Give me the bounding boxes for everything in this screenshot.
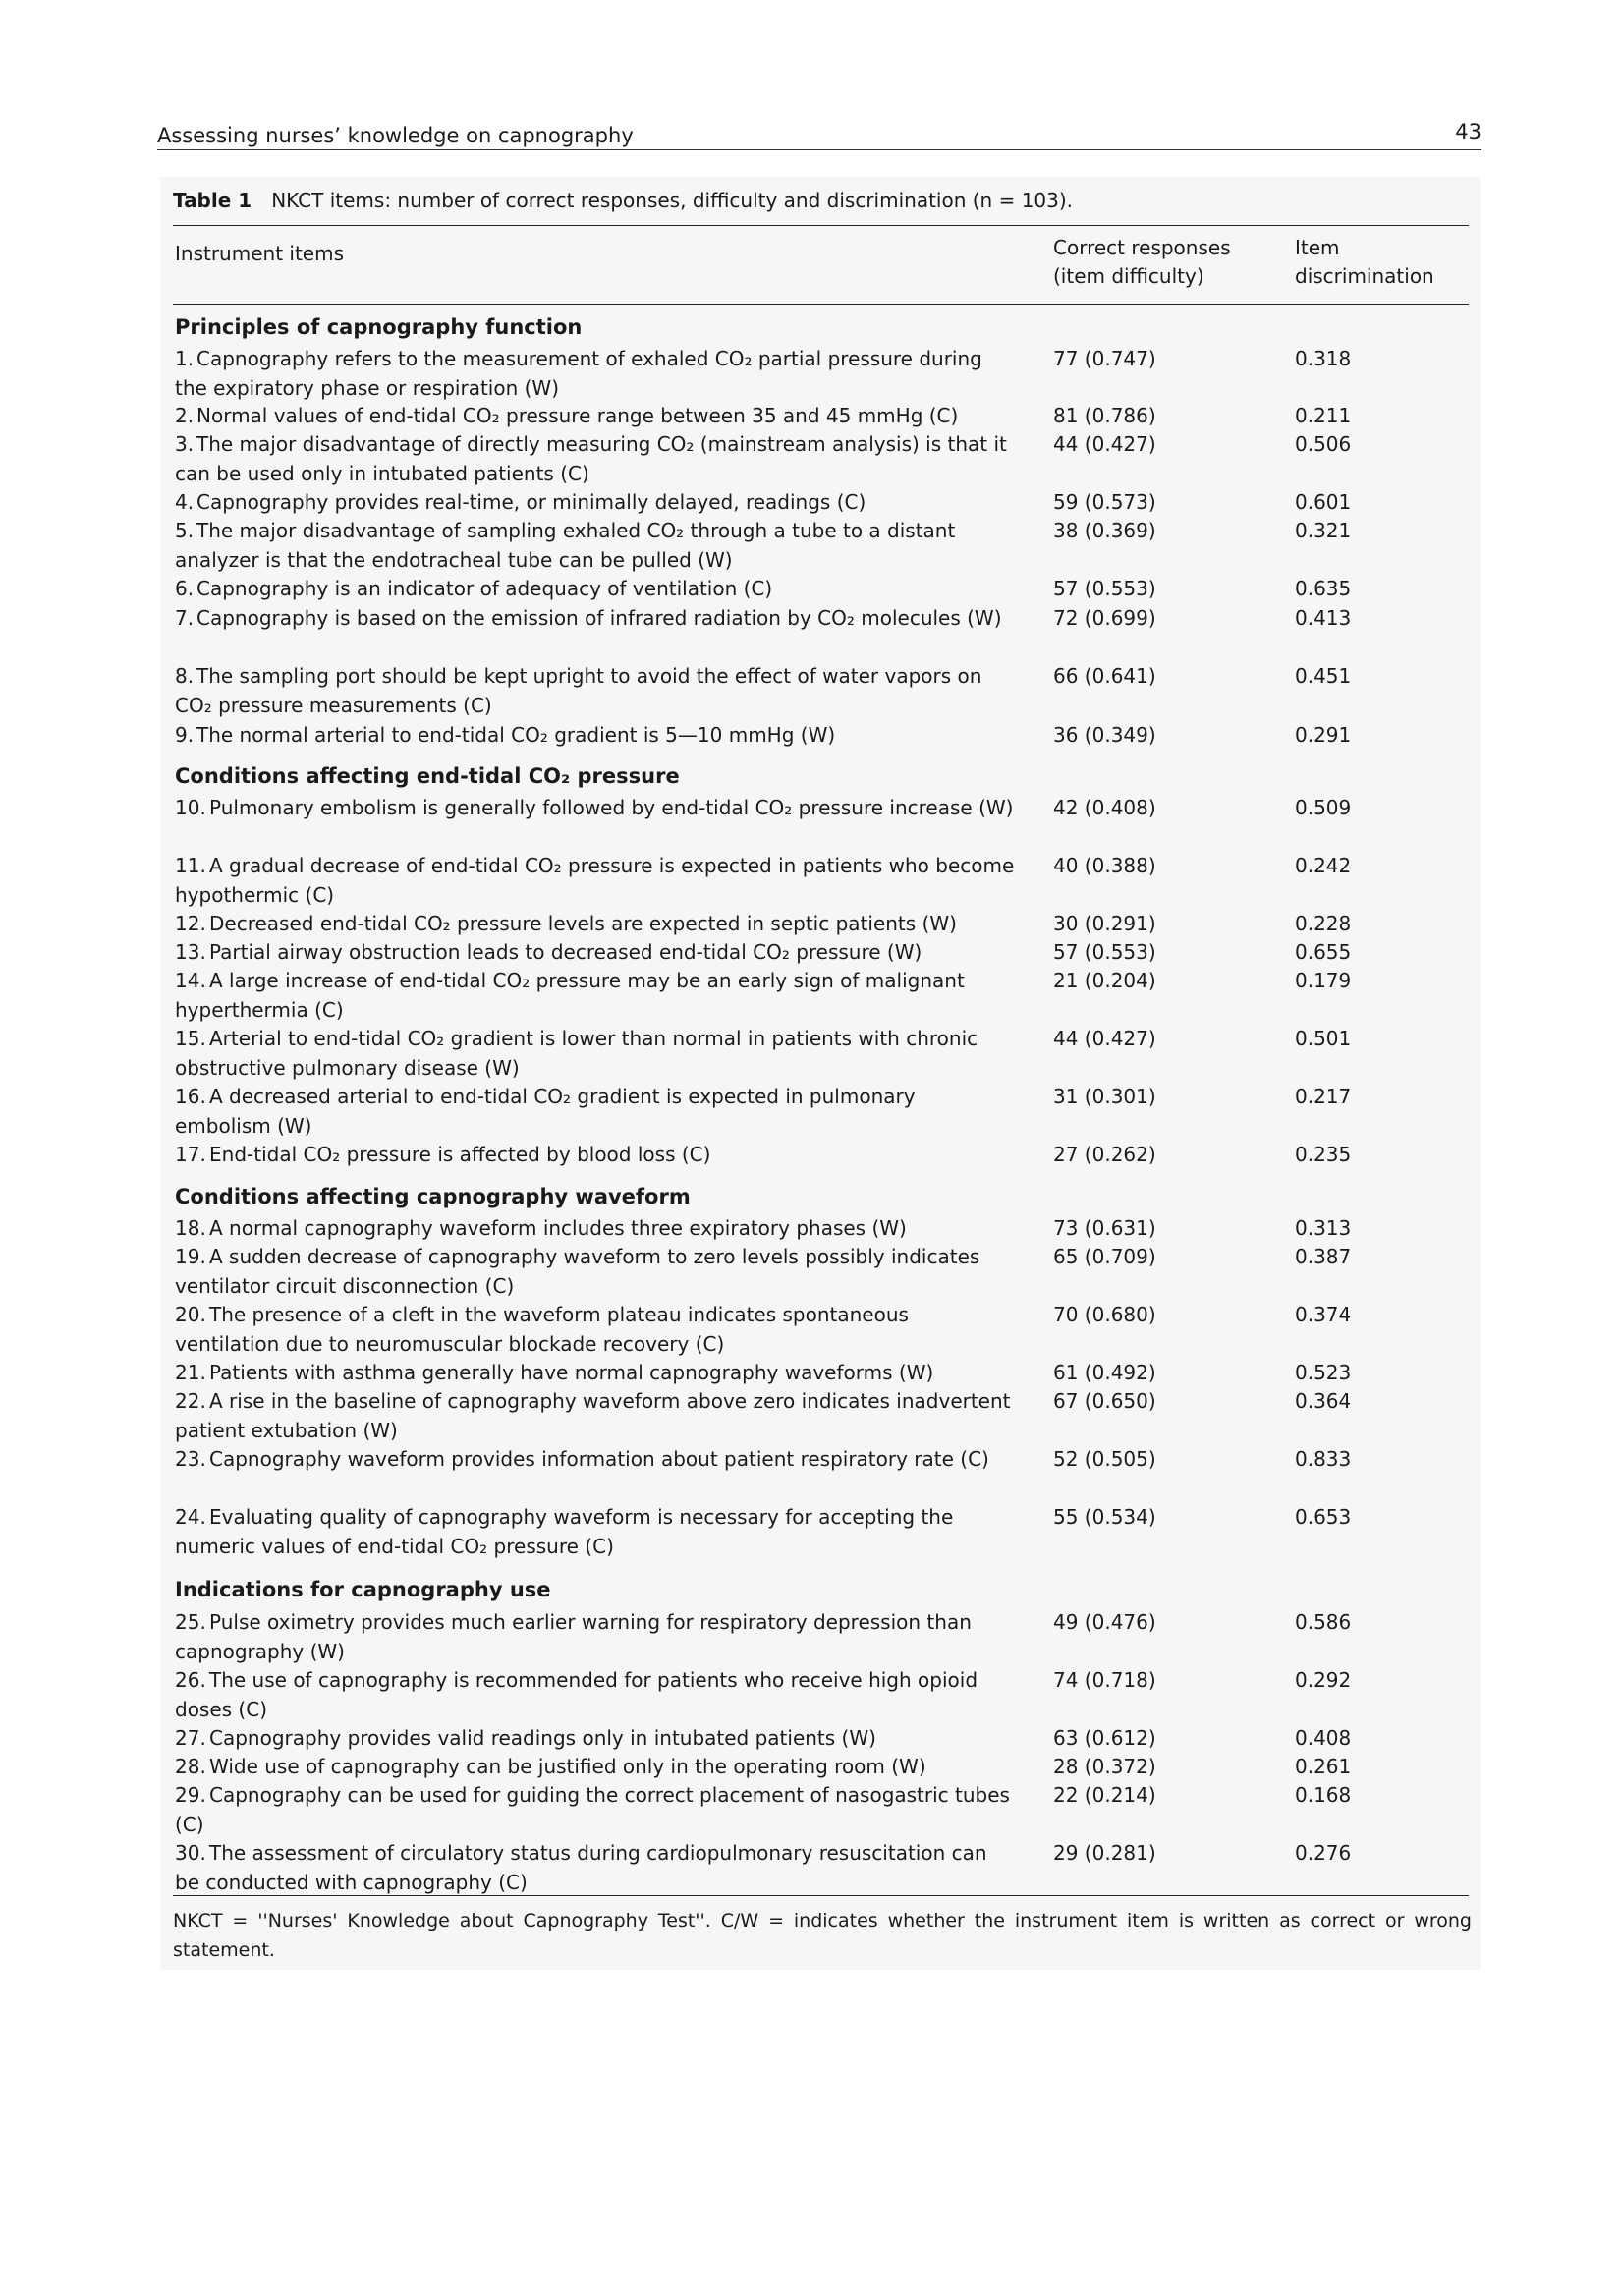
item-text: End-tidal CO₂ pressure is affected by blood loss (C)	[209, 1143, 711, 1166]
table-row	[175, 1444, 1511, 1503]
item-text: A rise in the baseline of capnography waveform above zero indicates inadvertent patient extubation (W)	[175, 1389, 1011, 1442]
item-text: Pulmonary embolism is generally followed by end-tidal CO₂ pressure increase (W)	[209, 796, 1014, 819]
item-discrimination: 0.653	[1295, 1505, 1352, 1529]
item-discrimination: 0.242	[1295, 854, 1352, 877]
item-statement	[175, 1213, 1016, 1243]
item-text: Arterial to end-tidal CO₂ gradient is lower than normal in patients with chronic obstructive pulmonary disease (W)	[175, 1027, 978, 1080]
item-statement	[175, 1665, 1016, 1724]
item-difficulty: 63 (0.612)	[1053, 1726, 1156, 1750]
item-number: 29.	[175, 1783, 206, 1807]
item-statement	[175, 909, 1016, 938]
item-discrimination: 0.523	[1295, 1361, 1352, 1384]
item-number: 14.	[175, 969, 206, 992]
item-number: 3.	[175, 432, 195, 456]
item-statement	[175, 1780, 1016, 1839]
table-row	[175, 429, 1511, 488]
item-discrimination: 0.292	[1295, 1668, 1352, 1692]
item-number: 15.	[175, 1027, 206, 1050]
table-label: Table 1	[173, 189, 252, 212]
item-difficulty: 38 (0.369)	[1053, 519, 1156, 542]
item-number: 16.	[175, 1085, 206, 1108]
table-top-rule	[173, 225, 1469, 226]
section-heading: Conditions affecting capnography waveform	[175, 1185, 691, 1208]
table-caption-text: NKCT items: number of correct responses, difficulty and discrimination (n = 103).	[271, 189, 1074, 212]
table-header-rule	[173, 304, 1469, 305]
table-row	[175, 1838, 1511, 1897]
item-discrimination: 0.235	[1295, 1143, 1352, 1166]
item-discrimination: 0.364	[1295, 1389, 1352, 1413]
item-number: 18.	[175, 1216, 206, 1240]
table-row	[175, 516, 1511, 575]
item-difficulty: 57 (0.553)	[1053, 940, 1156, 964]
item-difficulty: 49 (0.476)	[1053, 1610, 1156, 1634]
item-statement	[175, 603, 1016, 633]
item-text: Decreased end-tidal CO₂ pressure levels are expected in septic patients (W)	[209, 912, 957, 935]
item-number: 12.	[175, 912, 206, 935]
item-discrimination: 0.168	[1295, 1783, 1352, 1807]
item-text: The normal arterial to end-tidal CO₂ gradient is 5—10 mmHg (W)	[196, 723, 836, 747]
item-discrimination: 0.586	[1295, 1610, 1352, 1634]
item-discrimination: 0.413	[1295, 606, 1352, 630]
table-row	[175, 1502, 1511, 1561]
item-text: Capnography refers to the measurement of exhaled CO₂ partial pressure during the expiratory phase or respiration (W)	[175, 347, 982, 400]
item-text: Normal values of end-tidal CO₂ pressure range between 35 and 45 mmHg (C)	[196, 404, 959, 427]
item-difficulty: 59 (0.573)	[1053, 490, 1156, 514]
item-statement	[175, 1358, 1016, 1387]
item-difficulty: 61 (0.492)	[1053, 1361, 1156, 1384]
item-difficulty: 57 (0.553)	[1053, 577, 1156, 600]
item-statement	[175, 1082, 1016, 1141]
item-discrimination: 0.211	[1295, 404, 1352, 427]
item-statement	[175, 1838, 1016, 1897]
item-number: 9.	[175, 723, 195, 747]
item-statement	[175, 1502, 1016, 1561]
item-discrimination: 0.313	[1295, 1216, 1352, 1240]
item-statement	[175, 1386, 1016, 1445]
column-header-discrimination: Item discrimination	[1295, 236, 1434, 288]
item-discrimination: 0.635	[1295, 577, 1352, 600]
item-discrimination: 0.217	[1295, 1085, 1352, 1108]
item-statement	[175, 720, 1016, 750]
item-discrimination: 0.408	[1295, 1726, 1352, 1750]
item-discrimination: 0.833	[1295, 1447, 1352, 1471]
item-text: Wide use of capnography can be justified only in the operating room (W)	[209, 1755, 926, 1778]
item-statement	[175, 1723, 1016, 1753]
table-row	[175, 1242, 1511, 1301]
item-discrimination: 0.321	[1295, 519, 1352, 542]
item-statement	[175, 1444, 1016, 1474]
item-difficulty: 28 (0.372)	[1053, 1755, 1156, 1778]
item-text: Capnography is an indicator of adequacy of ventilation (C)	[196, 577, 773, 600]
table-row	[175, 1082, 1511, 1141]
item-number: 24.	[175, 1505, 206, 1529]
item-number: 2.	[175, 404, 195, 427]
item-difficulty: 66 (0.641)	[1053, 664, 1156, 688]
item-difficulty: 44 (0.427)	[1053, 1027, 1156, 1050]
item-number: 4.	[175, 490, 195, 514]
item-number: 17.	[175, 1143, 206, 1166]
item-statement	[175, 401, 1016, 430]
item-difficulty: 77 (0.747)	[1053, 347, 1156, 370]
item-text: A decreased arterial to end-tidal CO₂ gradient is expected in pulmonary embolism (W)	[175, 1085, 916, 1138]
section-heading: Indications for capnography use	[175, 1578, 551, 1601]
item-difficulty: 73 (0.631)	[1053, 1216, 1156, 1240]
item-statement	[175, 1024, 1016, 1083]
item-statement	[175, 1140, 1016, 1169]
item-difficulty: 31 (0.301)	[1053, 1085, 1156, 1108]
item-text: Capnography provides valid readings only in intubated patients (W)	[209, 1726, 876, 1750]
item-number: 27.	[175, 1726, 206, 1750]
table-row	[175, 966, 1511, 1025]
item-statement	[175, 1300, 1016, 1359]
item-statement	[175, 851, 1016, 910]
item-difficulty: 65 (0.709)	[1053, 1245, 1156, 1268]
item-difficulty: 74 (0.718)	[1053, 1668, 1156, 1692]
item-number: 11.	[175, 854, 206, 877]
item-statement	[175, 1752, 1016, 1781]
item-discrimination: 0.509	[1295, 796, 1352, 819]
item-difficulty: 42 (0.408)	[1053, 796, 1156, 819]
item-discrimination: 0.228	[1295, 912, 1352, 935]
table-bottom-rule	[173, 1895, 1469, 1896]
item-text: Capnography provides real-time, or minimally delayed, readings (C)	[196, 490, 866, 514]
item-difficulty: 22 (0.214)	[1053, 1783, 1156, 1807]
item-statement	[175, 1607, 1016, 1666]
column-header-items: Instrument items	[175, 242, 345, 265]
item-text: A sudden decrease of capnography waveform to zero levels possibly indicates ventilator circuit disconnection (C)	[175, 1245, 980, 1298]
item-number: 1.	[175, 347, 195, 370]
item-text: The sampling port should be kept upright to avoid the effect of water vapors on CO₂ pressure measurements (C)	[175, 664, 982, 717]
item-number: 7.	[175, 606, 195, 630]
item-number: 28.	[175, 1755, 206, 1778]
table-row	[175, 1780, 1511, 1839]
item-text: The major disadvantage of sampling exhaled CO₂ through a tube to a distant analyzer is that the endotracheal tube can be pulled (W)	[175, 519, 956, 572]
item-statement	[175, 487, 1016, 517]
item-discrimination: 0.318	[1295, 347, 1352, 370]
item-discrimination: 0.601	[1295, 490, 1352, 514]
table-row	[175, 1024, 1511, 1083]
item-difficulty: 72 (0.699)	[1053, 606, 1156, 630]
item-discrimination: 0.276	[1295, 1841, 1352, 1865]
item-number: 8.	[175, 664, 195, 688]
table-row	[175, 1300, 1511, 1359]
item-difficulty: 40 (0.388)	[1053, 854, 1156, 877]
item-number: 22.	[175, 1389, 206, 1413]
item-difficulty: 52 (0.505)	[1053, 1447, 1156, 1471]
item-text: The major disadvantage of directly measuring CO₂ (mainstream analysis) is that it can be used only in intubated patients (C)	[175, 432, 1007, 485]
item-discrimination: 0.179	[1295, 969, 1352, 992]
item-statement	[175, 661, 1016, 720]
item-statement	[175, 516, 1016, 575]
item-number: 19.	[175, 1245, 206, 1268]
item-text: A large increase of end-tidal CO₂ pressure may be an early sign of malignant hyperthermia (C)	[175, 969, 965, 1022]
item-statement	[175, 429, 1016, 488]
table-row	[175, 603, 1511, 662]
item-discrimination: 0.261	[1295, 1755, 1352, 1778]
item-difficulty: 55 (0.534)	[1053, 1505, 1156, 1529]
item-difficulty: 44 (0.427)	[1053, 432, 1156, 456]
item-statement	[175, 344, 1016, 403]
item-discrimination: 0.501	[1295, 1027, 1352, 1050]
item-text: Capnography waveform provides information about patient respiratory rate (C)	[209, 1447, 989, 1471]
item-text: Pulse oximetry provides much earlier warning for respiratory depression than capnography (W)	[175, 1610, 972, 1663]
item-discrimination: 0.387	[1295, 1245, 1352, 1268]
item-number: 25.	[175, 1610, 206, 1634]
item-difficulty: 27 (0.262)	[1053, 1143, 1156, 1166]
item-number: 26.	[175, 1668, 206, 1692]
item-discrimination: 0.374	[1295, 1303, 1352, 1326]
item-discrimination: 0.451	[1295, 664, 1352, 688]
item-statement	[175, 937, 1016, 967]
item-text: Partial airway obstruction leads to decreased end-tidal CO₂ pressure (W)	[209, 940, 922, 964]
table-row	[175, 1386, 1511, 1445]
item-difficulty: 70 (0.680)	[1053, 1303, 1156, 1326]
item-text: The presence of a cleft in the waveform plateau indicates spontaneous ventilation due to neuromuscular blockade recovery (C)	[175, 1303, 909, 1356]
item-number: 10.	[175, 796, 206, 819]
item-statement	[175, 793, 1016, 822]
item-discrimination: 0.291	[1295, 723, 1352, 747]
item-text: Capnography is based on the emission of infrared radiation by CO₂ molecules (W)	[196, 606, 1002, 630]
item-text: Evaluating quality of capnography waveform is necessary for accepting the numeric values of end-tidal CO₂ pressure (C)	[175, 1505, 954, 1558]
page-header	[157, 116, 1481, 150]
item-number: 20.	[175, 1303, 206, 1326]
item-difficulty: 21 (0.204)	[1053, 969, 1156, 992]
item-difficulty: 30 (0.291)	[1053, 912, 1156, 935]
item-text: The use of capnography is recommended for patients who receive high opioid doses (C)	[175, 1668, 978, 1721]
table-row	[175, 851, 1511, 910]
table-caption	[173, 189, 1073, 212]
section-heading: Conditions affecting end-tidal CO₂ pressure	[175, 764, 680, 788]
item-statement	[175, 1242, 1016, 1301]
item-difficulty: 81 (0.786)	[1053, 404, 1156, 427]
item-difficulty: 36 (0.349)	[1053, 723, 1156, 747]
item-statement	[175, 574, 1016, 603]
item-number: 23.	[175, 1447, 206, 1471]
item-number: 21.	[175, 1361, 206, 1384]
column-header-difficulty: Correct responses (item difficulty)	[1053, 236, 1231, 288]
item-statement	[175, 966, 1016, 1025]
table-row	[175, 1665, 1511, 1724]
table-row	[175, 793, 1511, 852]
page-number: 43	[1455, 120, 1481, 143]
item-discrimination: 0.655	[1295, 940, 1352, 964]
item-text: Patients with asthma generally have normal capnography waveforms (W)	[209, 1361, 934, 1384]
item-number: 5.	[175, 519, 195, 542]
item-number: 6.	[175, 577, 195, 600]
item-text: A normal capnography waveform includes three expiratory phases (W)	[209, 1216, 907, 1240]
table-row	[175, 344, 1511, 403]
item-difficulty: 29 (0.281)	[1053, 1841, 1156, 1865]
section-heading: Principles of capnography function	[175, 315, 583, 339]
table-row	[175, 661, 1511, 720]
running-title: Assessing nurses’ knowledge on capnography	[157, 124, 634, 147]
item-text: The assessment of circulatory status during cardiopulmonary resuscitation can be conducted with capnography (C)	[175, 1841, 987, 1894]
item-text: Capnography can be used for guiding the correct placement of nasogastric tubes (C)	[175, 1783, 1010, 1836]
item-discrimination: 0.506	[1295, 432, 1352, 456]
item-text: A gradual decrease of end-tidal CO₂ pressure is expected in patients who become hypothermic (C)	[175, 854, 1015, 907]
item-number: 13.	[175, 940, 206, 964]
table-footnote: NKCT = ''Nurses' Knowledge about Capnography Test''. C/W = indicates whether the instrument item is written as correct or wrong statement.	[173, 1910, 1472, 1961]
table-row	[175, 1607, 1511, 1666]
item-number: 30.	[175, 1841, 206, 1865]
item-difficulty: 67 (0.650)	[1053, 1389, 1156, 1413]
